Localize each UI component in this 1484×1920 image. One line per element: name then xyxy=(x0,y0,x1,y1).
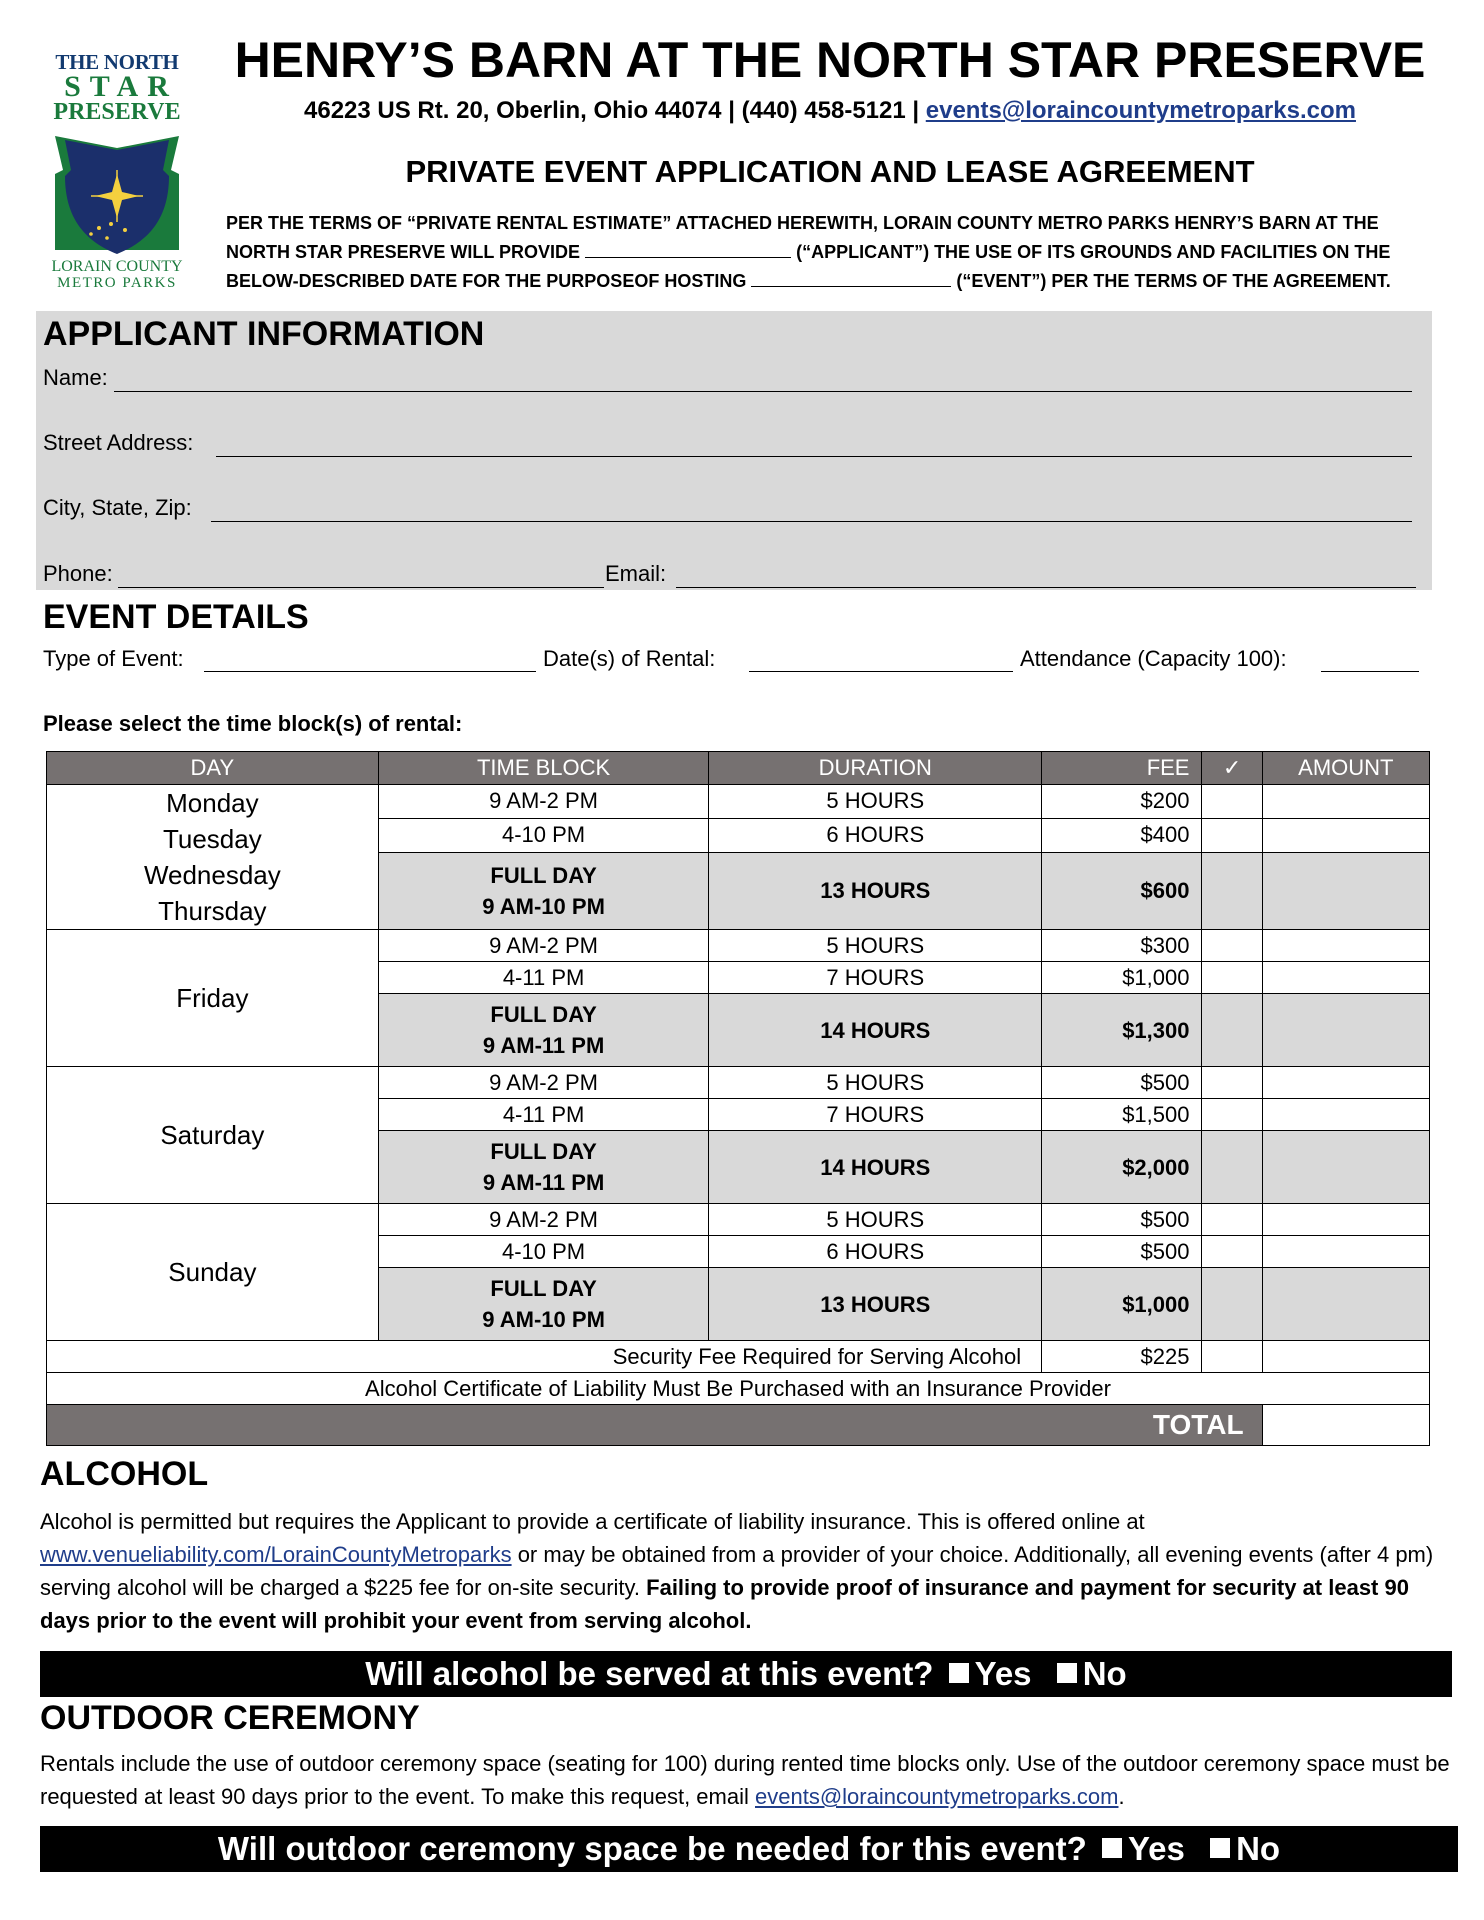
ceremony-paragraph xyxy=(40,1747,1456,1813)
event-type-label: Type of Event: xyxy=(43,646,184,671)
ceremony-no-label: No xyxy=(1236,1830,1281,1867)
check-cell[interactable] xyxy=(1202,1341,1262,1373)
address-text: 46223 US Rt. 20, Oberlin, Ohio 44074 | (440) 458-5121 | xyxy=(304,97,920,124)
intro-line-3b: (“EVENT”) PER THE TERMS OF THE AGREEMENT. xyxy=(956,271,1391,291)
day-cell-saturday: Saturday xyxy=(47,1067,379,1204)
amount-cell[interactable] xyxy=(1262,1131,1429,1204)
fee-cell: $400 xyxy=(1042,818,1202,852)
duration-cell: 5 HOURS xyxy=(709,930,1042,962)
ceremony-question-bar xyxy=(40,1826,1458,1872)
col-fee: FEE xyxy=(1042,752,1202,785)
intro-paragraph xyxy=(226,209,1456,296)
time-cell: 4-10 PM xyxy=(378,818,709,852)
check-cell[interactable] xyxy=(1202,1131,1262,1204)
phone-label: Phone: xyxy=(43,561,113,586)
amount-cell[interactable] xyxy=(1262,1099,1429,1131)
fee-cell: $500 xyxy=(1042,1236,1202,1268)
day-cell-weekdays xyxy=(47,785,379,930)
alcohol-text-2: or may be obtained from a provider of your choice. Additionally, all evening events (after 4 pm) serving alcohol will be charged a $225 fee for on-site security. xyxy=(40,1542,1434,1600)
alcohol-paragraph xyxy=(40,1505,1446,1637)
fee-cell: $1,000 xyxy=(1042,1268,1202,1341)
time-cell xyxy=(378,994,709,1067)
security-fee-label: Security Fee Required for Serving Alcohol xyxy=(47,1341,1042,1373)
full-day-label: FULL DAY xyxy=(490,1002,597,1027)
time-cell: 4-10 PM xyxy=(378,1236,709,1268)
check-cell[interactable] xyxy=(1202,962,1262,994)
fee-cell: $500 xyxy=(1042,1067,1202,1099)
email-label: Email: xyxy=(605,561,667,586)
total-amount-cell[interactable] xyxy=(1262,1405,1429,1446)
amount-cell[interactable] xyxy=(1262,1067,1429,1099)
amount-cell[interactable] xyxy=(1262,785,1429,819)
city-label: City, State, Zip: xyxy=(43,495,192,520)
amount-cell[interactable] xyxy=(1262,852,1429,929)
form-subtitle: PRIVATE EVENT APPLICATION AND LEASE AGREEMENT xyxy=(405,154,1255,189)
amount-cell[interactable] xyxy=(1262,1204,1429,1236)
logo-line-4: LORAIN COUNTY xyxy=(51,258,183,275)
logo-line-2: STAR xyxy=(64,70,178,103)
logo xyxy=(46,52,188,292)
alcohol-question-bar xyxy=(40,1651,1452,1697)
time-block-prompt: Please select the time block(s) of rental: xyxy=(43,711,463,736)
ceremony-question: Will outdoor ceremony space be needed for this event? xyxy=(217,1830,1087,1867)
day-wednesday: Wednesday xyxy=(143,860,281,890)
check-cell[interactable] xyxy=(1202,1067,1262,1099)
logo-line-1: THE NORTH xyxy=(55,50,179,74)
security-fee-value: $225 xyxy=(1042,1341,1202,1373)
check-cell[interactable] xyxy=(1202,930,1262,962)
intro-line-3 xyxy=(226,267,1456,296)
rental-dates-field[interactable] xyxy=(749,671,1013,672)
ceremony-no-checkbox[interactable] xyxy=(1210,1838,1230,1858)
table-row xyxy=(47,1204,1430,1236)
alcohol-no-label: No xyxy=(1082,1655,1127,1692)
duration-cell: 7 HOURS xyxy=(709,962,1042,994)
amount-cell[interactable] xyxy=(1262,1268,1429,1341)
event-heading: EVENT DETAILS xyxy=(43,598,309,636)
col-time-block: TIME BLOCK xyxy=(378,752,709,785)
full-day-hours: 9 AM-10 PM xyxy=(482,1307,605,1332)
alcohol-yes-label: Yes xyxy=(974,1655,1032,1692)
amount-cell[interactable] xyxy=(1262,818,1429,852)
ceremony-email-link[interactable]: events@loraincountymetroparks.com xyxy=(755,1784,1119,1809)
day-cell-friday: Friday xyxy=(47,930,379,1067)
day-thursday: Thursday xyxy=(158,896,267,926)
table-row xyxy=(47,1067,1430,1099)
event-purpose-blank[interactable] xyxy=(751,268,951,287)
applicant-heading: APPLICANT INFORMATION xyxy=(43,315,485,353)
event-type-field[interactable] xyxy=(204,671,536,672)
rental-dates-label: Date(s) of Rental: xyxy=(543,646,716,671)
name-field[interactable] xyxy=(114,391,1412,392)
certificate-note: Alcohol Certificate of Liability Must Be Purchased with an Insurance Provider xyxy=(47,1373,1430,1405)
intro-line-3a: BELOW-DESCRIBED DATE FOR THE PURPOSEOF HOSTING xyxy=(226,271,747,291)
ceremony-yes-label: Yes xyxy=(1127,1830,1185,1867)
time-cell xyxy=(378,1268,709,1341)
certificate-note-row xyxy=(47,1373,1430,1405)
alcohol-heading: ALCOHOL xyxy=(40,1455,209,1493)
attendance-label: Attendance (Capacity 100): xyxy=(1020,646,1287,671)
amount-cell[interactable] xyxy=(1262,1341,1429,1373)
alcohol-text-1: Alcohol is permitted but requires the Applicant to provide a certificate of liability insurance. This is offered online at xyxy=(40,1509,1145,1534)
day-monday: Monday xyxy=(166,788,259,818)
street-label: Street Address: xyxy=(43,430,194,455)
col-day: DAY xyxy=(47,752,379,785)
intro-line-2 xyxy=(226,238,1456,267)
duration-cell: 5 HOURS xyxy=(709,1067,1042,1099)
ceremony-text-end: . xyxy=(1118,1784,1125,1809)
full-day-label: FULL DAY xyxy=(490,1139,597,1164)
check-cell[interactable] xyxy=(1202,852,1262,929)
star-shield-icon xyxy=(51,130,183,258)
alcohol-yes-checkbox[interactable] xyxy=(949,1663,969,1683)
check-cell[interactable] xyxy=(1202,994,1262,1067)
time-cell: 9 AM-2 PM xyxy=(378,1067,709,1099)
rental-fees-table xyxy=(46,751,1430,1446)
phone-field[interactable] xyxy=(118,587,604,588)
total-row xyxy=(47,1405,1430,1446)
table-header-row xyxy=(47,752,1430,785)
fee-cell: $600 xyxy=(1042,852,1202,929)
fee-cell: $1,000 xyxy=(1042,962,1202,994)
fee-cell: $200 xyxy=(1042,785,1202,819)
ceremony-heading: OUTDOOR CEREMONY xyxy=(40,1699,420,1737)
duration-cell: 6 HOURS xyxy=(709,1236,1042,1268)
full-day-label: FULL DAY xyxy=(490,1276,597,1301)
venue-liability-link[interactable]: www.venueliability.com/LorainCountyMetroparks xyxy=(40,1542,512,1567)
attendance-field[interactable] xyxy=(1321,671,1419,672)
duration-cell: 5 HOURS xyxy=(709,1204,1042,1236)
amount-cell[interactable] xyxy=(1262,1236,1429,1268)
fee-cell: $1,500 xyxy=(1042,1099,1202,1131)
intro-line-1: PER THE TERMS OF “PRIVATE RENTAL ESTIMATE” ATTACHED HEREWITH, LORAIN COUNTY METRO PARKS HENRY’S BARN AT THE xyxy=(226,213,1379,233)
time-cell: 4-11 PM xyxy=(378,962,709,994)
duration-cell: 5 HOURS xyxy=(709,785,1042,819)
ceremony-yes-checkbox[interactable] xyxy=(1102,1838,1122,1858)
time-cell: 9 AM-2 PM xyxy=(378,785,709,819)
fee-cell: $300 xyxy=(1042,930,1202,962)
full-day-hours: 9 AM-11 PM xyxy=(482,1033,605,1058)
security-fee-row xyxy=(47,1341,1430,1373)
duration-cell: 7 HOURS xyxy=(709,1099,1042,1131)
page-title: HENRY’S BARN AT THE NORTH STAR PRESERVE xyxy=(234,32,1426,88)
logo-line-3: PRESERVE xyxy=(53,99,181,125)
logo-line-5: METRO PARKS xyxy=(57,275,177,291)
address-line xyxy=(230,96,1430,126)
col-check: ✓ xyxy=(1202,752,1262,785)
table-row xyxy=(47,785,1430,819)
time-cell xyxy=(378,1131,709,1204)
amount-cell[interactable] xyxy=(1262,962,1429,994)
intro-line-2b: (“APPLICANT”) THE USE OF ITS GROUNDS AND FACILITIES ON THE xyxy=(796,242,1391,262)
fee-cell: $2,000 xyxy=(1042,1131,1202,1204)
full-day-label: FULL DAY xyxy=(490,862,597,888)
email-field[interactable] xyxy=(676,587,1416,588)
fee-cell: $1,300 xyxy=(1042,994,1202,1067)
duration-cell: 14 HOURS xyxy=(709,994,1042,1067)
duration-cell: 13 HOURS xyxy=(709,1268,1042,1341)
check-cell[interactable] xyxy=(1202,785,1262,819)
alcohol-warning: Failing to provide proof of insurance and payment for security at least 90 days prior to the event will prohibit your event from serving alcohol. xyxy=(40,1575,1409,1633)
name-label: Name: xyxy=(43,365,108,390)
intro-line-2a: NORTH STAR PRESERVE WILL PROVIDE xyxy=(226,242,581,262)
day-cell-sunday: Sunday xyxy=(47,1204,379,1341)
col-amount: AMOUNT xyxy=(1262,752,1429,785)
amount-cell[interactable] xyxy=(1262,930,1429,962)
check-cell[interactable] xyxy=(1202,1204,1262,1236)
time-cell: 4-11 PM xyxy=(378,1099,709,1131)
applicant-name-blank[interactable] xyxy=(585,239,791,258)
duration-cell: 14 HOURS xyxy=(709,1131,1042,1204)
time-cell: 9 AM-2 PM xyxy=(378,1204,709,1236)
fee-cell: $500 xyxy=(1042,1204,1202,1236)
time-cell xyxy=(378,852,709,929)
alcohol-no-checkbox[interactable] xyxy=(1057,1663,1077,1683)
check-cell[interactable] xyxy=(1202,818,1262,852)
amount-cell[interactable] xyxy=(1262,994,1429,1067)
check-cell[interactable] xyxy=(1202,1268,1262,1341)
table-row xyxy=(47,930,1430,962)
time-cell: 9 AM-2 PM xyxy=(378,930,709,962)
total-label: TOTAL xyxy=(47,1405,1263,1446)
duration-cell: 6 HOURS xyxy=(709,818,1042,852)
day-tuesday: Tuesday xyxy=(162,824,262,854)
street-field[interactable] xyxy=(216,456,1412,457)
check-cell[interactable] xyxy=(1202,1099,1262,1131)
duration-cell: 13 HOURS xyxy=(709,852,1042,929)
city-field[interactable] xyxy=(211,521,1412,522)
alcohol-question: Will alcohol be served at this event? xyxy=(365,1655,934,1692)
header-email-link[interactable]: events@loraincountymetroparks.com xyxy=(925,97,1356,124)
full-day-hours: 9 AM-11 PM xyxy=(482,1170,605,1195)
full-day-hours: 9 AM-10 PM xyxy=(482,893,605,919)
check-cell[interactable] xyxy=(1202,1236,1262,1268)
ceremony-text: Rentals include the use of outdoor ceremony space (seating for 100) during rented time blocks only. Use of the outdoor ceremony space must be requested at least 90 days prior to the event. To make this request, email xyxy=(40,1751,1450,1809)
col-duration: DURATION xyxy=(709,752,1042,785)
